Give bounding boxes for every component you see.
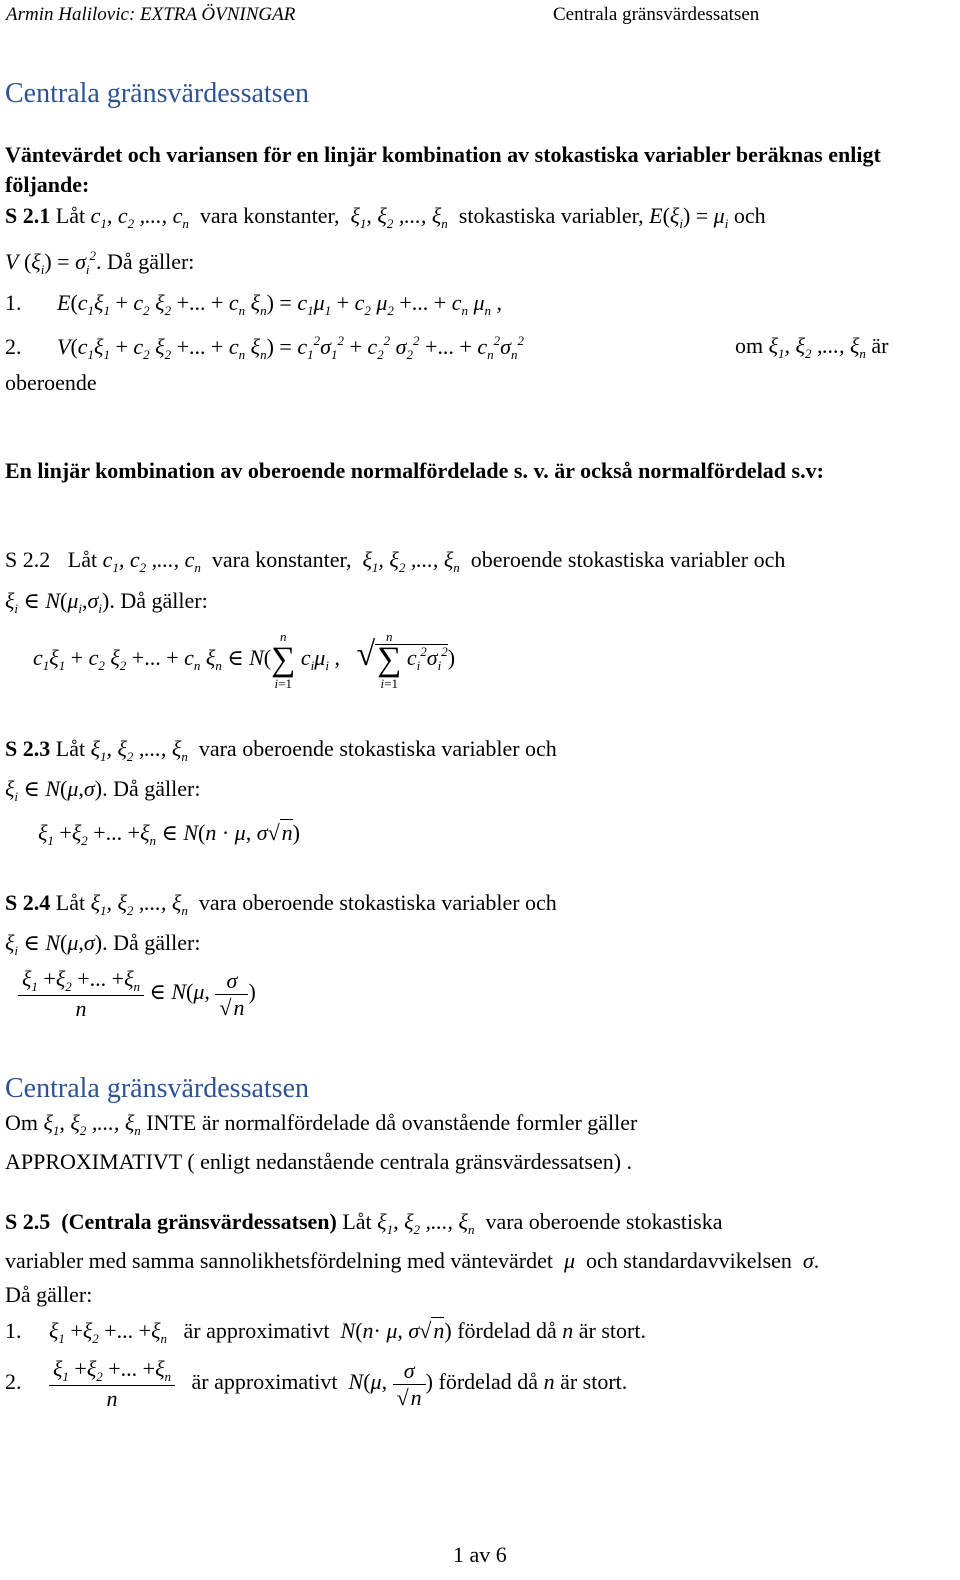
s21-expectation: $E(\xi_i) = \mu_i$ bbox=[649, 203, 729, 231]
s21-constants: $c_1$, $c_2$ ,..., $c_n$ bbox=[90, 203, 189, 231]
clt-line1 bbox=[5, 1110, 637, 1139]
s25-bold-title: (Centrala gränsvärdessatsen) bbox=[61, 1209, 337, 1234]
s23-rest: vara oberoende stokastiska variabler och bbox=[198, 736, 557, 761]
s21-konst: vara konstanter, bbox=[199, 203, 340, 228]
header-left: Armin Halilovic: EXTRA ÖVNINGAR bbox=[6, 4, 296, 25]
s21-variables: $\xi_1$, $\xi_2$ ,..., $\xi_n$ bbox=[350, 203, 448, 231]
clt-inte: INTE är normalfördelade då ovanstående formler gäller bbox=[146, 1110, 638, 1135]
s23-lat: Låt bbox=[55, 736, 86, 761]
intro-text: Väntevärdet och variansen för en linjär kombination av stokastiska variabler beräknas enligt följande: bbox=[5, 142, 881, 197]
page-number: 1 av 6 bbox=[453, 1542, 507, 1567]
s23-da: . Då gäller: bbox=[102, 776, 201, 801]
s24-label: S 2.4 bbox=[5, 890, 51, 915]
s25-item2-frac: $\frac{\xi_1 +\xi_2 +... +\xi_n}{n}$ bbox=[49, 1369, 175, 1394]
s21-item1-num: 1. bbox=[5, 290, 22, 315]
s24-lat: Låt bbox=[55, 890, 86, 915]
sum-symbol: n ∑ i=1 bbox=[271, 629, 296, 691]
s24-line2 bbox=[5, 930, 200, 959]
s25-mu: μ bbox=[558, 1248, 581, 1273]
header-right: Centrala gränsvärdessatsen bbox=[553, 4, 760, 25]
s22-formula bbox=[33, 630, 455, 690]
s23-line2 bbox=[5, 776, 200, 805]
s22-label: S 2.2 bbox=[5, 547, 51, 572]
s21-om: om bbox=[735, 333, 764, 358]
clt-variables: $\xi_1$, $\xi_2$ ,..., $\xi_n$ bbox=[43, 1110, 141, 1138]
s24-da: . Då gäller: bbox=[102, 930, 201, 955]
s25-item1-stort: är stort. bbox=[578, 1318, 646, 1343]
s21-formula1: $E(c_1\xi_1 + c_2$ $\xi_2$ +... + $c_n$ $\xi_n) = c_1\mu_1 + c_2$ $\mu_2$ +... + $c_n$ $\mu_n$ , bbox=[57, 290, 503, 318]
s25-rest: vara oberoende stokastiska bbox=[485, 1209, 723, 1234]
s24-formula-body: $\frac{\xi_1 +\xi_2 +... +\xi_n}{n}$ ∈ N(μ, $\frac{\sigma}{√n}$ ) bbox=[18, 979, 256, 1004]
s21-oberoende: oberoende bbox=[5, 370, 97, 395]
s24-line1 bbox=[5, 890, 557, 919]
s23-variables: $\xi_1$, $\xi_2$ ,..., $\xi_n$ bbox=[90, 736, 188, 764]
s21-item2 bbox=[5, 333, 524, 363]
s22-variables: $\xi_1$, $\xi_2$ ,..., $\xi_n$ bbox=[362, 547, 460, 575]
s25-variables: $\xi_1$, $\xi_2$ ,..., $\xi_n$ bbox=[377, 1209, 475, 1237]
s25-item2-approx: är approximativt bbox=[191, 1369, 338, 1395]
s25-item1: 1. $\xi_1 +\xi_2$ +... $+\xi_n$ är approximativt N(n· μ, σ√n) fördelad då n är stort. bbox=[5, 1318, 646, 1346]
s25-item2-fordelad: fördelad då bbox=[438, 1369, 539, 1395]
s21-line2 bbox=[5, 248, 194, 278]
s21-label: S 2.1 bbox=[5, 203, 51, 228]
s21-item2-num: 2. bbox=[5, 334, 22, 359]
s22-line2 bbox=[5, 588, 208, 617]
s25-item1-sum: $\xi_1 +\xi_2$ +... $+\xi_n$ bbox=[49, 1318, 168, 1346]
s22-constants: $c_1$, $c_2$ ,..., $c_n$ bbox=[102, 547, 201, 575]
s22-formula-body: $c_1\xi_1 + c_2$ $\xi_2$ +... + $c_n$ $\xi_n$ ∈ N( n ∑ i=1 $c_i\mu_i$ , √ n ∑ i=1 $c_i^2\sigma_i^2$) bbox=[33, 629, 456, 691]
s25-item1-approx: är approximativt bbox=[183, 1318, 330, 1343]
s25-sigma: σ bbox=[797, 1248, 814, 1273]
s21-om-clause bbox=[735, 333, 888, 362]
s23-formula bbox=[38, 820, 300, 849]
linear-note: En linjär kombination av oberoende normalfördelade s. v. är också normalfördelad s.v: bbox=[5, 458, 824, 483]
s25-item1-dist: N(n· μ, σ√n) bbox=[340, 1318, 452, 1343]
clt-title: Centrala gränsvärdessatsen bbox=[5, 1073, 309, 1104]
s25-label: S 2.5 bbox=[5, 1209, 51, 1234]
s24-rest: vara oberoende stokastiska variabler och bbox=[198, 890, 557, 915]
s21-stok: stokastiska variabler, bbox=[458, 203, 644, 228]
s25-line1 bbox=[5, 1209, 722, 1238]
clt-line2: APPROXIMATIVT ( enligt nedanstående centrala gränsvärdessatsen) . bbox=[5, 1149, 633, 1174]
s25-item2: 2. $\frac{\xi_1 +\xi_2 +... +\xi_n}{n}$ är approximativt N(μ, $\frac{\sigma}{√n}$ ) fördelad då n är stort. bbox=[5, 1356, 628, 1411]
s21-item1 bbox=[5, 290, 502, 319]
s25-item1-fordelad: fördelad då bbox=[457, 1318, 557, 1343]
s23-line1 bbox=[5, 736, 557, 765]
s23-label: S 2.3 bbox=[5, 736, 51, 761]
s21-line1 bbox=[5, 203, 766, 232]
s25-item2-stort: är stort. bbox=[560, 1369, 628, 1395]
s24-formula bbox=[18, 966, 256, 1022]
s22-lat: Låt bbox=[67, 547, 98, 572]
s21-och: och bbox=[733, 203, 766, 228]
s25-lat: Låt bbox=[342, 1209, 372, 1234]
s21-formula2: $V(c_1\xi_1 + c_2$ $\xi_2$ +... + $c_n$ $\xi_n) = c_1^2\sigma_1^2 + c_2^2$ $\sigma_2^2$ +... + $c_n^2\sigma_n^2$ bbox=[57, 333, 524, 362]
s25-line2: variabler med samma sannolikhetsfördelning med väntevärdet μ och standardavvikelsen σ. bbox=[5, 1248, 820, 1273]
s25-item2-dist: N(μ, $\frac{\sigma}{√n}$ ) bbox=[348, 1357, 433, 1410]
s24-variables: $\xi_1$, $\xi_2$ ,..., $\xi_n$ bbox=[90, 890, 188, 918]
s21-lat: Låt bbox=[55, 203, 86, 228]
s23-distribution: $\xi_i$ ∈ N(μ,σ) bbox=[5, 776, 103, 804]
s25-line3: Då gäller: bbox=[5, 1282, 93, 1307]
s22-line1 bbox=[5, 547, 785, 576]
s25-line2b: och standardavvikelsen bbox=[586, 1248, 792, 1273]
s22-rest: oberoende stokastiska variabler och bbox=[470, 547, 786, 572]
s24-distribution: $\xi_i$ ∈ N(μ,σ) bbox=[5, 930, 103, 958]
clt-om: Om bbox=[5, 1110, 38, 1135]
sum-symbol-2: n ∑ i=1 bbox=[377, 629, 402, 691]
s21-variance: V $(\xi_i) = \sigma_i^2$ bbox=[5, 248, 97, 277]
s21-om-vars: $\xi_1$, $\xi_2$ ,..., $\xi_n$ bbox=[768, 333, 866, 361]
s21-da: . Då gäller: bbox=[96, 249, 195, 274]
s25-item2-num: 2. bbox=[5, 1369, 22, 1395]
s25-line2a: variabler med samma sannolikhetsfördelning med väntevärdet bbox=[5, 1248, 553, 1273]
s23-formula-body: $\xi_1 +\xi_2$ +... $+\xi_n$ ∈ N(n · μ, σ√n) bbox=[38, 820, 300, 848]
page-title: Centrala gränsvärdessatsen bbox=[5, 78, 309, 109]
s22-distribution: $\xi_i$ ∈ $N(\mu_i,\sigma_i)$ bbox=[5, 588, 110, 616]
s21-ar: är bbox=[871, 333, 889, 358]
s22-konst: vara konstanter, bbox=[211, 547, 352, 572]
s25-item1-num: 1. bbox=[5, 1318, 22, 1343]
s22-da: . Då gäller: bbox=[109, 588, 208, 613]
